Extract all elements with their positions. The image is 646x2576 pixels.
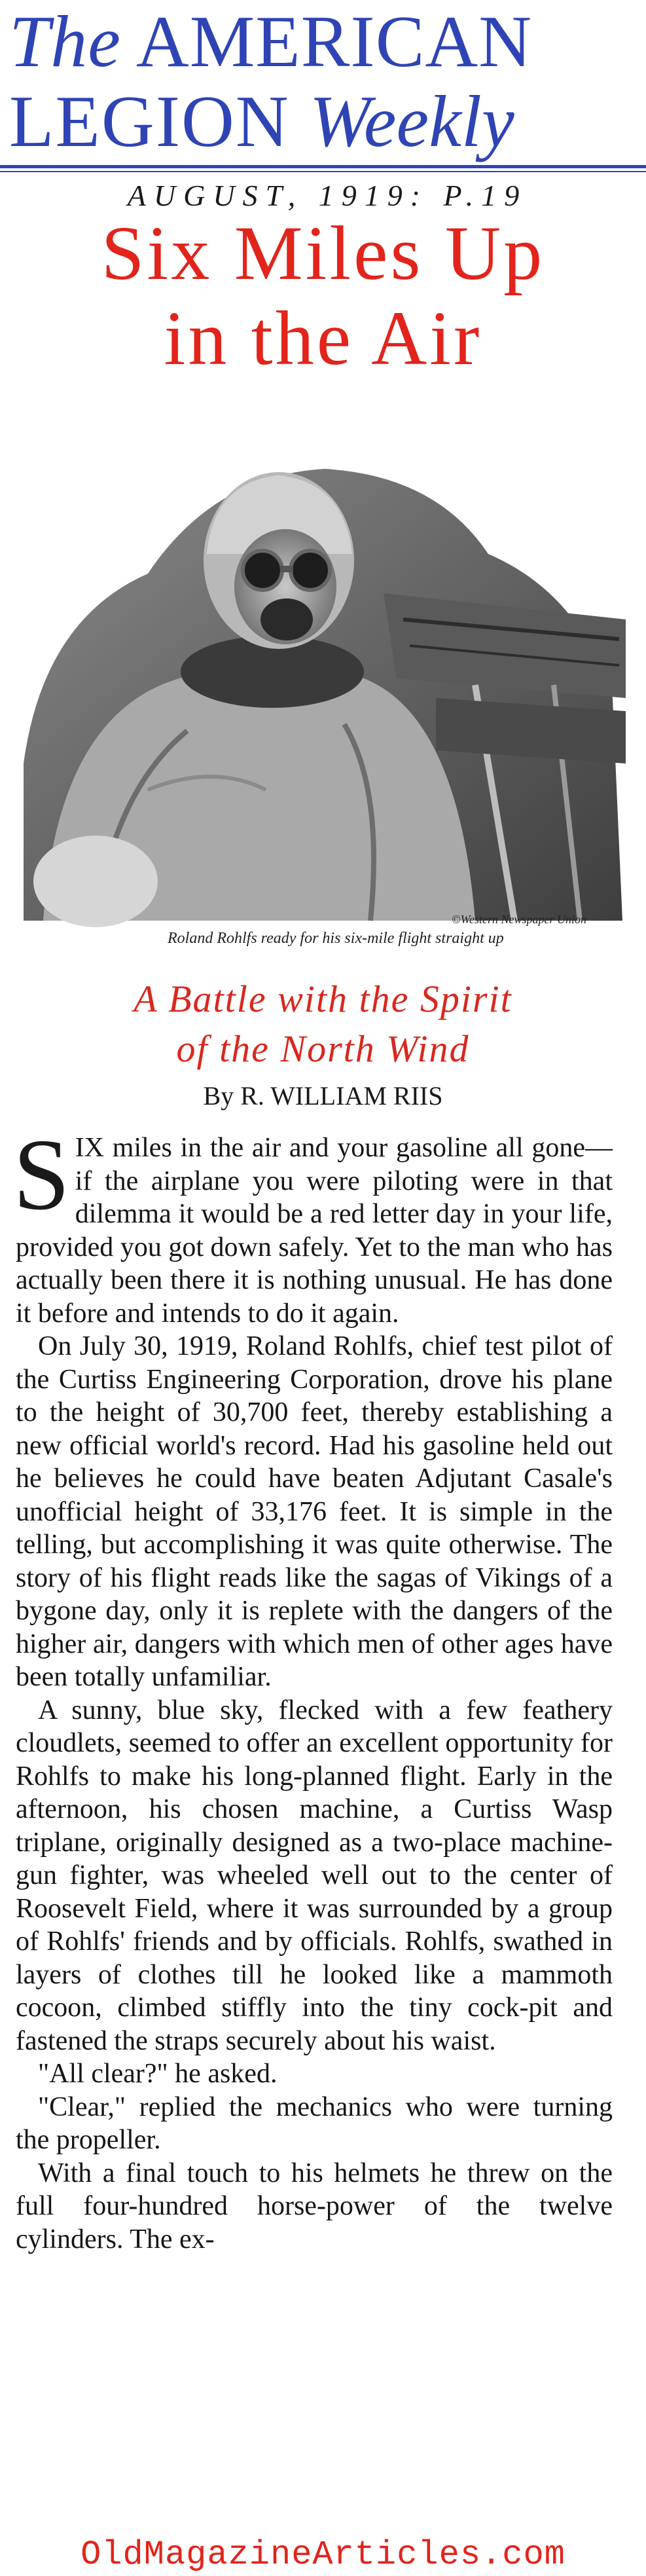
masthead-line-1: [9, 3, 637, 81]
site-watermark: OldMagazineArticles.com: [81, 2535, 565, 2574]
masthead-american: AMERICAN: [121, 1, 533, 83]
article-paragraph-1-text: IX miles in the air and your gasoline all gone—if the airplane you were piloting were in that dilemma it would be a red letter day in your life, provided you got down safely. Yet to the man who has actually been there it is nothing unusual. He has done it before and intends to do it again.: [16, 1133, 613, 1329]
photo-caption: Roland Rohlfs ready for his six-mile flight straight up: [168, 930, 504, 947]
article-paragraph-5: "Clear," replied the mechanics who were turning the propeller.: [16, 2091, 613, 2155]
article-paragraph-3: A sunny, blue sky, flecked with a few feathery cloudlets, seemed to offer an excellent opportunity for Rohlfs to make his long-planned flight. Early in the afternoon, his chosen machine, a Curtiss Wasp triplane, originally designed as a two-place machine-gun fighter, was wheeled well out to the center of Roosevelt Field, where it was surrounded by a group of Rohlfs' friends and by officials. Rohlfs, swathed in layers of clothes till he looked like a mammoth cocoon, climbed stiffly into the tiny cock-pit and fastened the straps securely about his waist.: [16, 1695, 613, 2056]
pilot-photo-image: [17, 423, 632, 947]
article-body: [13, 1118, 613, 2256]
masthead-rule-thin: [0, 171, 646, 172]
article-paragraph-4: "All clear?" he asked.: [38, 2059, 278, 2089]
drop-cap: S: [13, 1118, 70, 1231]
photo-credit: ©Western Newspaper Union: [452, 913, 587, 926]
headline: [0, 211, 646, 381]
pilot-photo: [17, 423, 632, 947]
article-paragraph-1: [13, 1118, 613, 1330]
article-paragraph-6: With a final touch to his helmets he threw on the full four-hundred horse-power of the twelve cylinders. The ex-: [16, 2158, 613, 2254]
masthead-the: The: [9, 1, 121, 83]
headline-line-2: in the Air: [164, 295, 482, 381]
headline-line-1: Six Miles Up: [101, 210, 545, 296]
subhead-line-2: of the North Wind: [176, 1027, 470, 1070]
masthead-legion: LEGION: [9, 81, 310, 162]
dateline: AUGUST, 1919: P.19: [127, 179, 528, 212]
byline: By R. WILLIAM RIIS: [203, 1081, 443, 1111]
masthead: [0, 0, 646, 172]
masthead-line-2: [9, 83, 637, 161]
article-paragraph-2: On July 30, 1919, Roland Rohlfs, chief test pilot of the Curtiss Engineering Corporation, drove his plane to the height of 30,700 feet, thereby establishing a new official world's record. Had his gasoline held out he believes he could have beaten Adjutant Casale's unofficial height of 33,176 feet. It is simple in the telling, but accomplishing it was quite otherwise. The story of his flight reads like the sagas of Vikings of a bygone day, only it is replete with the dangers of the higher air, dangers with which men of other ages have been totally unfamiliar.: [16, 1331, 613, 1692]
masthead-weekly: Weekly: [309, 81, 514, 162]
subhead: [0, 974, 646, 1074]
masthead-rule-thick: [0, 165, 646, 168]
subhead-line-1: A Battle with the Spirit: [134, 978, 512, 1020]
